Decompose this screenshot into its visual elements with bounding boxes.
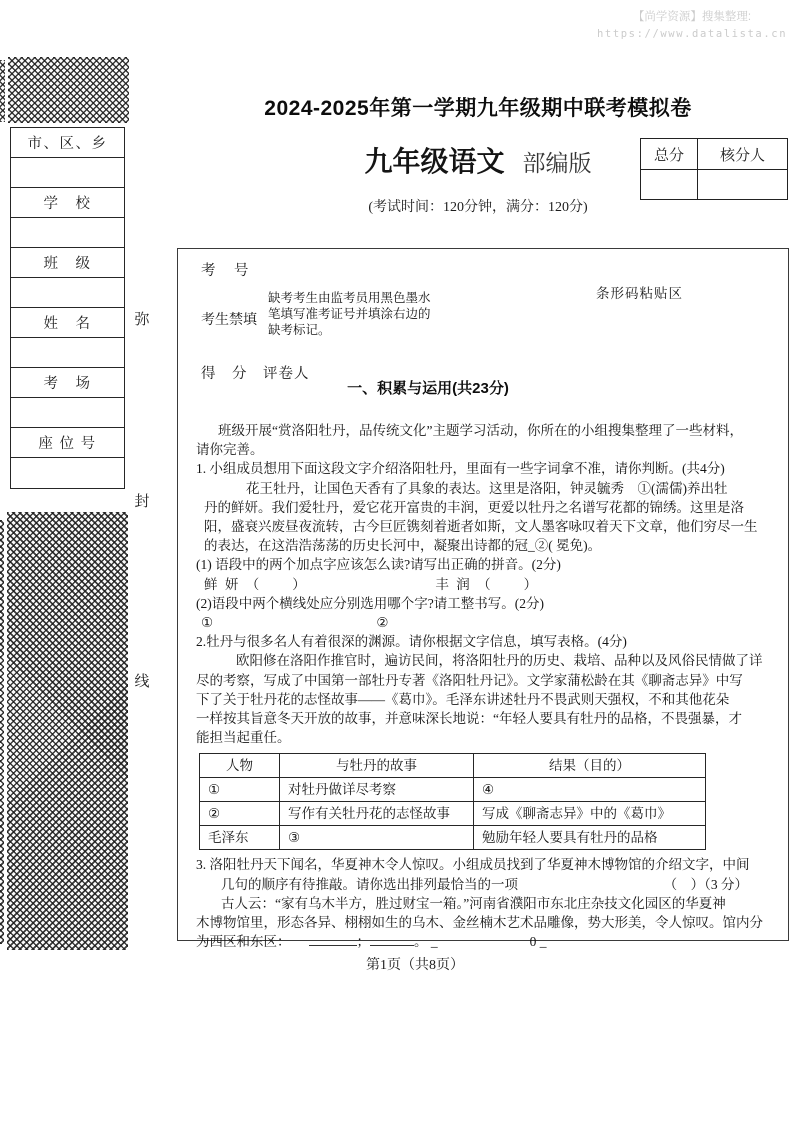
- q2-passage-line: 下了关于牡丹花的志怪故事——《葛巾》。毛泽东讲述牡丹不畏武则天强权，不和其他花朵: [196, 691, 730, 707]
- q3-line: 木博物馆里，形态各异、栩栩如生的乌木、金丝楠木艺术品雕像，势大形美，令人惊叹。馆内分: [196, 915, 763, 931]
- q3-period: 。: [414, 934, 428, 950]
- q3-fill-label: 为西区和东区：: [196, 934, 291, 950]
- info-label-seat: 座 位 号: [11, 428, 124, 458]
- q3-semicolon: ；: [356, 934, 370, 950]
- score-box-checker-label: 核分人: [698, 139, 787, 170]
- intro-line: 请你完善。: [196, 442, 264, 458]
- info-blank-name: [11, 338, 124, 368]
- seal-pattern-bottom: [7, 512, 128, 950]
- subject-name: 九年级语文: [364, 146, 505, 177]
- q2-cell: ③: [280, 826, 474, 850]
- q2-cell: 勉励年轻人要具有牡丹的品格: [474, 826, 706, 850]
- answer-sheet-box: [177, 248, 789, 950]
- q1-passage-line: 丹的鲜妍。我们爱牡丹，爱它花开富贵的丰润，更爱以牡丹之名谱写花都的锦绣。这里是洛: [204, 499, 744, 515]
- q2-table-header-row: [200, 754, 706, 778]
- info-blank-room: [11, 398, 124, 428]
- q2-th-person: 人物: [200, 754, 280, 778]
- q3-blank-underline-2: [370, 935, 414, 946]
- q2-cell: 写作有关牡丹花的志怪故事: [280, 802, 474, 826]
- student-info-table: [10, 127, 125, 489]
- q2-stem: 2.牡丹与很多名人有着很深的渊源。请你根据文字信息，填写表格。(4分): [196, 634, 627, 650]
- q3-option-row: [196, 875, 776, 894]
- q3-line: 古人云：“家有乌木半方，胜过财宝一箱。”河南省濮阳市东北庄杂技文化园区的华夏神: [221, 895, 726, 911]
- section-heading: 一、积累与运用(共23分): [347, 380, 509, 397]
- q2-passage-line: 能担当起重任。: [196, 730, 291, 746]
- barcode-area-label: 条形码粘贴区: [596, 286, 683, 301]
- question-body: [196, 421, 776, 951]
- info-label-region: 市、区、乡: [11, 128, 124, 158]
- score-grader-label: 得 分 评卷人: [201, 366, 310, 382]
- q1-pinyin-xianyan: 鲜 妍 （ ）: [204, 576, 308, 592]
- q1-stem: 1. 小组成员想用下面这段文字介绍洛阳牡丹，里面有一些字词拿不准，请你判断。(共4分): [196, 461, 725, 477]
- info-blank-region: [11, 158, 124, 188]
- q1-blank-2: ②: [376, 615, 389, 631]
- info-label-name: 姓 名: [11, 308, 124, 338]
- q1-passage-line: 花王牡丹，让国色天香有了具象的表达。这里是洛阳，钟灵毓秀 ①(濡儒)养出牡: [246, 480, 728, 496]
- exam-number-label: 考 号: [201, 263, 251, 279]
- q2-passage-line: 尽的考察，写成了中国第一部牡丹专著《洛阳牡丹记》。文学家蒲松龄在其《聊斋志异》中写: [196, 672, 743, 688]
- score-box: [640, 138, 788, 200]
- q1-pinyin-row: [204, 575, 776, 594]
- q1-passage-line: 的表达，在这浩浩荡荡的历史长河中，凝聚出诗都的冠_②( 冕免)。: [204, 538, 602, 554]
- seal-pattern-edge-bottom: [0, 520, 4, 944]
- q2-table-row: [200, 826, 706, 850]
- q1-sub2: (2)语段中两个横线处应分别选用哪个字?请工整书写。(2分): [196, 595, 544, 611]
- q1-blank-1: ①: [201, 615, 214, 631]
- q3-fill-line: [196, 932, 776, 951]
- q2-table-row: [200, 802, 706, 826]
- q1-passage-line: 阳，盛衰兴废昼夜流转，古今巨匠镌刻着逝者如斯，文人墨客咏叹着天下文章，他们穷尽一生: [204, 519, 758, 535]
- seal-char-mi: 弥: [134, 312, 150, 328]
- q2-th-story: 与牡丹的故事: [280, 754, 474, 778]
- info-label-school: 学 校: [11, 188, 124, 218]
- forbid-note-line: 笔填写准考证号并填涂右边的: [268, 307, 431, 321]
- score-box-total-label: 总分: [641, 139, 698, 170]
- q2-cell: ①: [200, 778, 280, 802]
- forbid-fill-label: 考生禁填: [201, 313, 257, 328]
- q3-line: 几句的顺序有待推敲。请你选出排列最恰当的一项: [221, 876, 518, 892]
- exam-info: (考试时间：120分钟，满分：120分): [368, 200, 588, 215]
- q3-answer-bracket: （ ）（3 分）: [663, 876, 748, 892]
- info-blank-seat: [11, 458, 124, 488]
- info-label-class: 班 级: [11, 248, 124, 278]
- edition-name: 部编版: [522, 151, 592, 176]
- q2-cell: 写成《聊斋志异》中的《葛巾》: [474, 802, 706, 826]
- q3-stray-dash: _: [539, 934, 547, 950]
- watermark-source: 【尚学资源】搜集整理:: [632, 11, 752, 23]
- info-blank-class: [11, 278, 124, 308]
- page-number: 第1页（共8页）: [366, 958, 464, 973]
- q3-blank-underline-1: [309, 935, 357, 946]
- q1-pinyin-fengrun: 丰 润 （ ）: [435, 576, 540, 592]
- seal-char-feng: 封: [134, 494, 150, 510]
- q2-table: [199, 753, 706, 850]
- q1-blank-row: [196, 613, 776, 632]
- q3-stray-dash: _: [430, 934, 438, 950]
- q2-th-result: 结果（目的）: [474, 754, 706, 778]
- q2-table-row: [200, 778, 706, 802]
- q3-stray-zero: 0: [529, 934, 537, 950]
- watermark: [597, 8, 787, 43]
- seal-pattern-top: [8, 57, 129, 123]
- q2-cell: 对牡丹做详尽考察: [280, 778, 474, 802]
- watermark-url: https://www.datalista.cn: [597, 28, 788, 41]
- seal-char-xian: 线: [134, 674, 150, 690]
- forbid-fill-note: [268, 290, 453, 338]
- forbid-note-line: 缺考考生由监考员用黑色墨水: [268, 291, 431, 305]
- forbid-note-line: 缺考标记。: [268, 323, 331, 337]
- seal-pattern-edge-top: [0, 60, 5, 122]
- score-box-checker-blank: [698, 170, 787, 199]
- q3-line: 3. 洛阳牡丹天下闻名，华夏神木令人惊叹。小组成员找到了华夏神木博物馆的介绍文字，中间: [196, 857, 750, 873]
- info-label-room: 考 场: [11, 368, 124, 398]
- info-blank-school: [11, 218, 124, 248]
- q2-cell: ②: [200, 802, 280, 826]
- paper-title: 2024-2025年第一学期九年级期中联考模拟卷: [264, 97, 692, 120]
- q1-sub1: (1) 语段中的两个加点字应该怎么读?请写出正确的拼音。(2分): [196, 557, 561, 573]
- q2-passage-line: 欧阳修在洛阳作推官时，遍访民间，将洛阳牡丹的历史、栽培、品种以及风俗民情做了详: [236, 653, 763, 669]
- q2-passage-line: 一样按其旨意冬天开放的故事，并意味深长地说：“年轻人要具有牡丹的品格，不畏强暴，才: [196, 711, 742, 727]
- intro-line: 班级开展“赏洛阳牡丹，品传统文化”主题学习活动，你所在的小组搜集整理了一些材料，: [218, 423, 743, 438]
- q2-cell: ④: [474, 778, 706, 802]
- score-box-total-blank: [641, 170, 698, 199]
- q2-cell: 毛泽东: [200, 826, 280, 850]
